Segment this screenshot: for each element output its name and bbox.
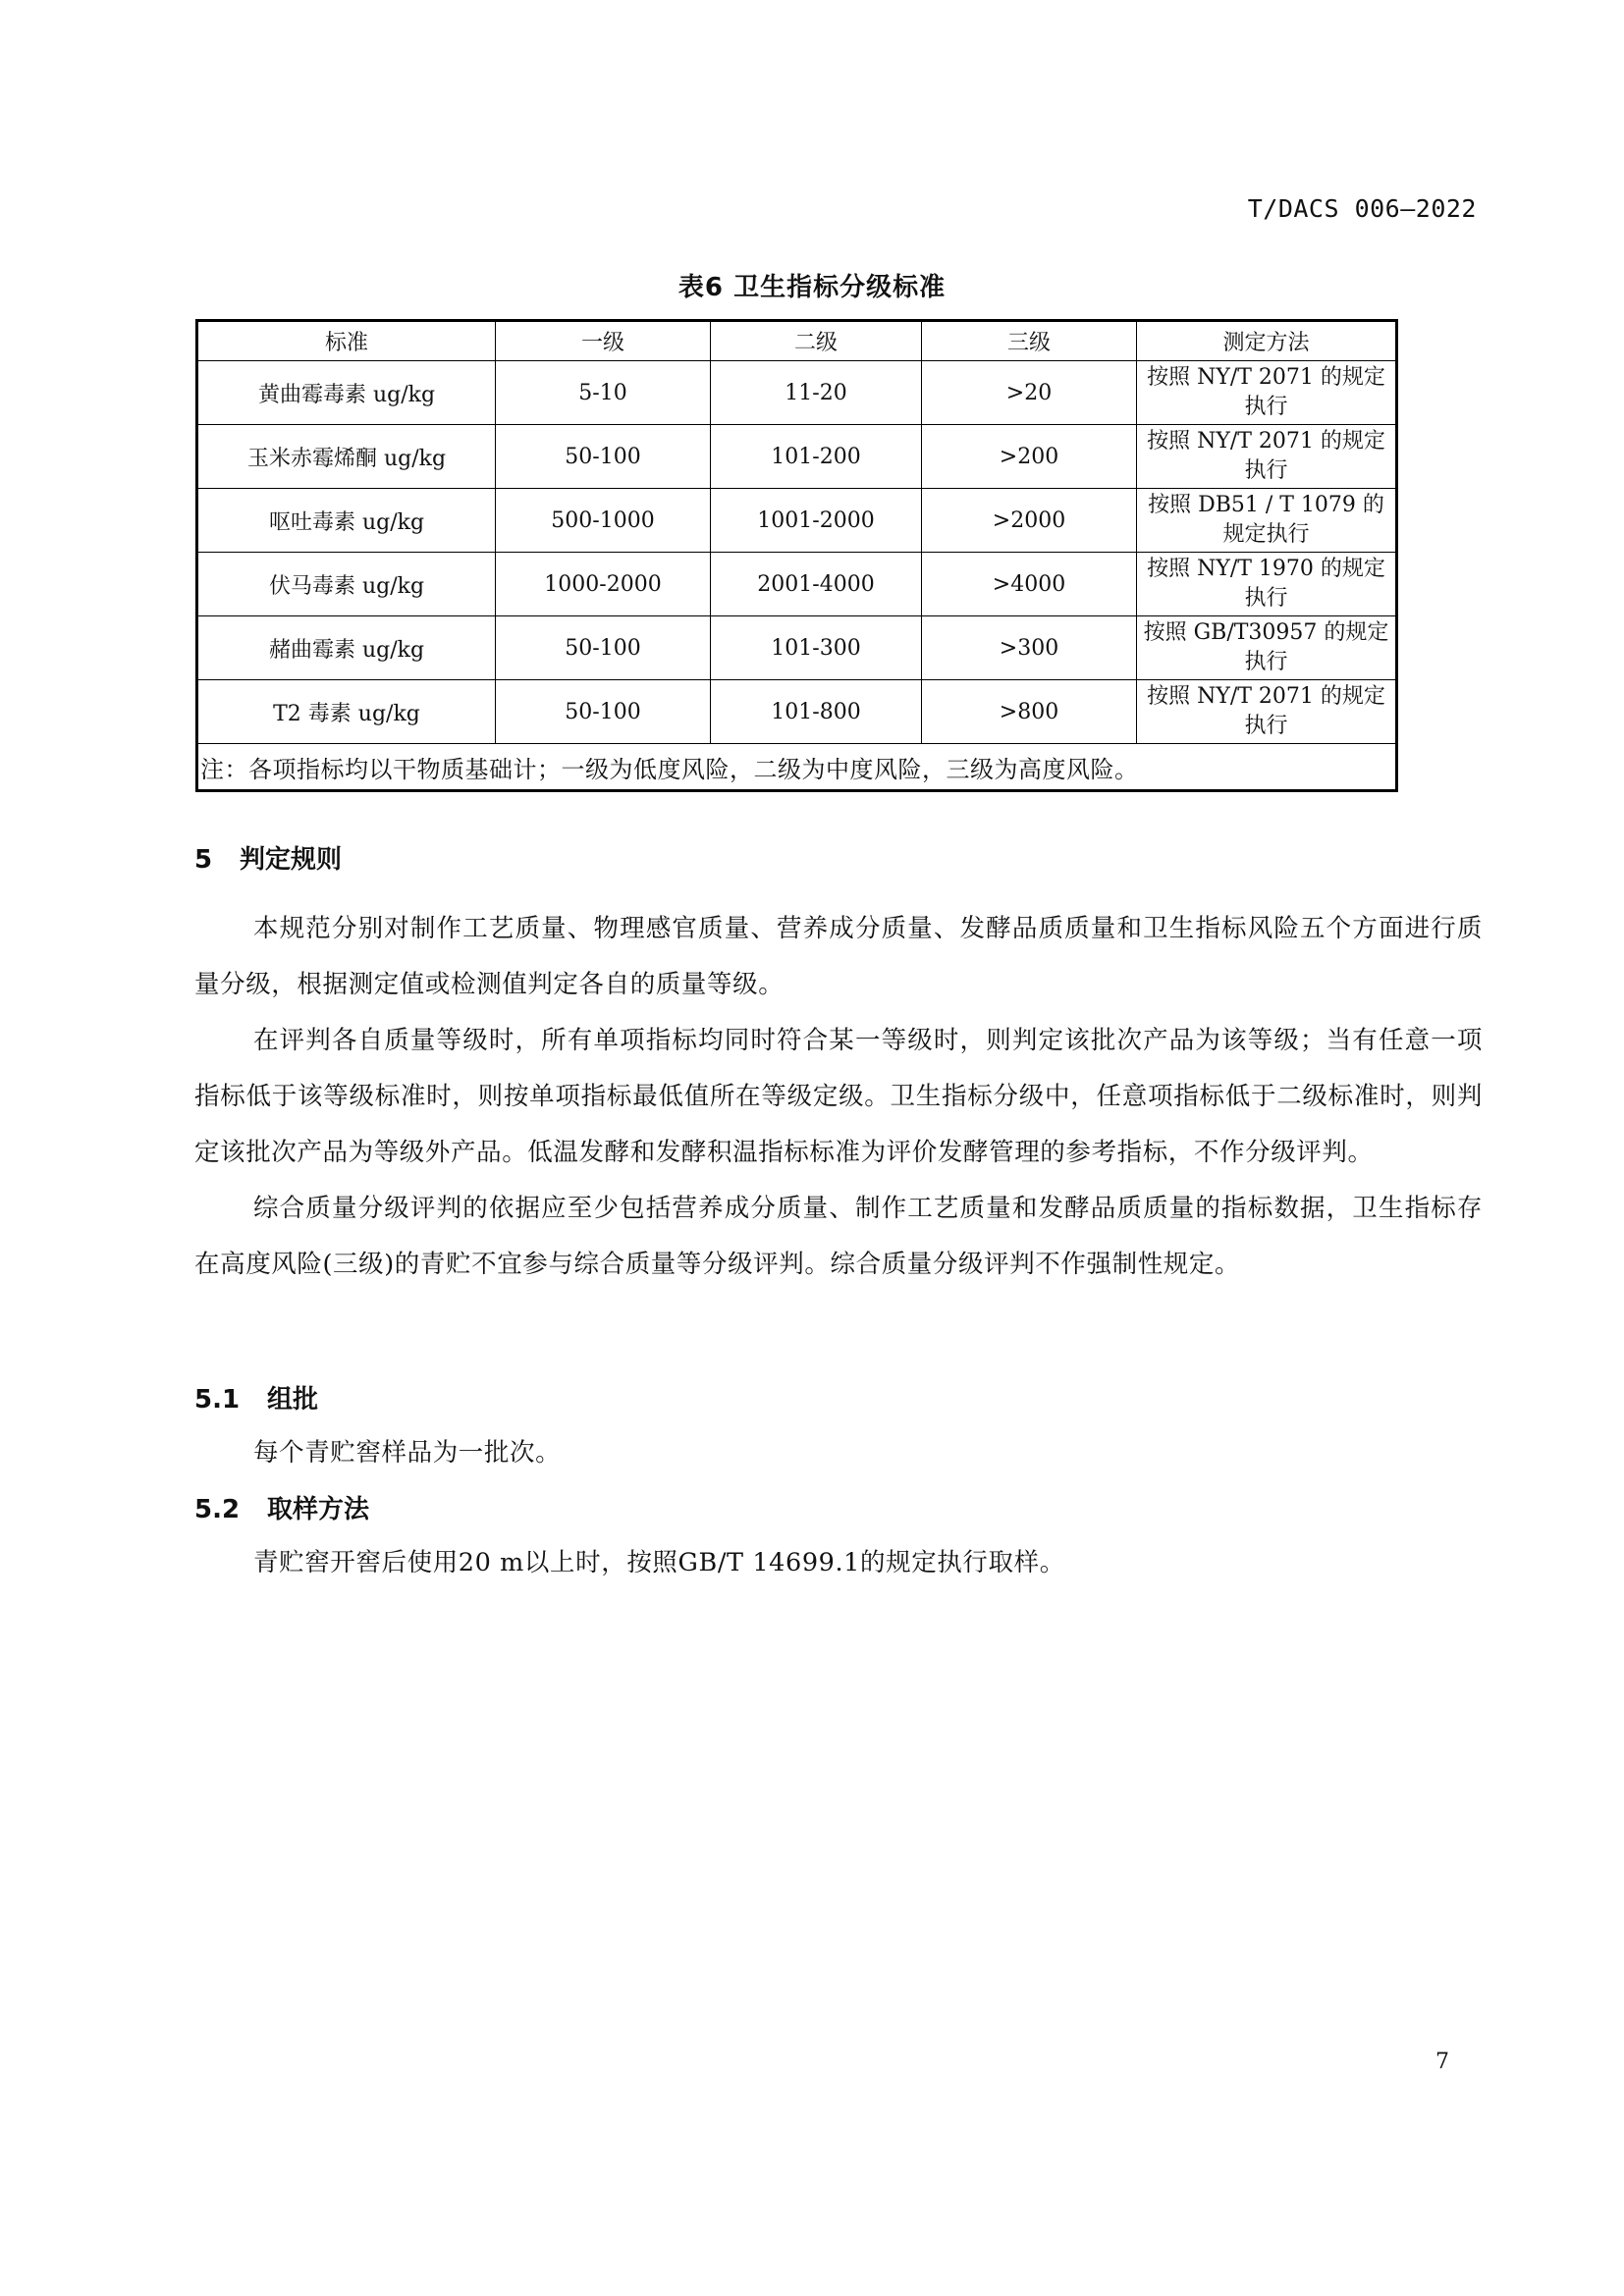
grade-3-value: >800 (922, 680, 1137, 744)
section-number: 5 (194, 845, 213, 875)
section-title: 判定规则 (240, 845, 343, 875)
table-row (197, 489, 1397, 553)
section-5-2-body (194, 1535, 1483, 1591)
indicator-name: 赭曲霉素 ug/kg (197, 616, 496, 680)
grade-2-value: 101-300 (711, 616, 922, 680)
grade-2-value: 1001-2000 (711, 489, 922, 553)
section-5-body (194, 901, 1483, 1293)
column-header: 标准 (197, 321, 496, 361)
grade-1-value: 50-100 (496, 425, 711, 489)
section-5-1-body (194, 1425, 1483, 1481)
page-number: 7 (1435, 2050, 1449, 2074)
column-header: 一级 (496, 321, 711, 361)
section-number: 5.2 (194, 1495, 241, 1524)
table-row (197, 553, 1397, 616)
grade-3-value: >200 (922, 425, 1137, 489)
indicator-name: 玉米赤霉烯酮 ug/kg (197, 425, 496, 489)
test-method: 按照 DB51 / T 1079 的规定执行 (1137, 489, 1397, 553)
column-header: 三级 (922, 321, 1137, 361)
grade-2-value: 2001-4000 (711, 553, 922, 616)
column-header: 二级 (711, 321, 922, 361)
table-row (197, 361, 1397, 425)
grade-1-value: 50-100 (496, 680, 711, 744)
grade-2-value: 101-800 (711, 680, 922, 744)
grade-3-value: >2000 (922, 489, 1137, 553)
paragraph: 本规范分别对制作工艺质量、物理感官质量、营养成分质量、发酵品质质量和卫生指标风险五个方面进行质量分级，根据测定值或检测值判定各自的质量等级。 (194, 914, 1483, 999)
table-note: 注：各项指标均以干物质基础计；一级为低度风险，二级为中度风险，三级为高度风险。 (197, 744, 1397, 791)
section-title: 组批 (267, 1385, 319, 1415)
test-method: 按照 GB/T30957 的规定执行 (1137, 616, 1397, 680)
table-row (197, 616, 1397, 680)
table-note-row (197, 744, 1397, 791)
section-heading-5-1 (194, 1379, 318, 1415)
grade-1-value: 50-100 (496, 616, 711, 680)
grade-1-value: 500-1000 (496, 489, 711, 553)
section-number: 5.1 (194, 1385, 241, 1415)
column-header: 测定方法 (1137, 321, 1397, 361)
test-method: 按照 NY/T 2071 的规定执行 (1137, 680, 1397, 744)
grade-2-value: 11-20 (711, 361, 922, 425)
table-row (197, 425, 1397, 489)
grade-3-value: >4000 (922, 553, 1137, 616)
paragraph: 综合质量分级评判的依据应至少包括营养成分质量、制作工艺质量和发酵品质质量的指标数据，卫生指标存在高度风险(三级)的青贮不宜参与综合质量等分级评判。综合质量分级评判不作强制性规定。 (194, 1194, 1483, 1279)
test-method: 按照 NY/T 2071 的规定执行 (1137, 425, 1397, 489)
grade-3-value: >20 (922, 361, 1137, 425)
indicator-name: T2 毒素 ug/kg (197, 680, 496, 744)
indicator-name: 呕吐毒素 ug/kg (197, 489, 496, 553)
section-heading-5 (194, 839, 342, 876)
section-title: 取样方法 (267, 1495, 370, 1524)
indicator-name: 黄曲霉毒素 ug/kg (197, 361, 496, 425)
section-heading-5-2 (194, 1489, 369, 1525)
paragraph: 在评判各自质量等级时，所有单项指标均同时符合某一等级时，则判定该批次产品为该等级；当有任意一项指标低于该等级标准时，则按单项指标最低值所在等级定级。卫生指标分级中，任意项指标低于二级标准时，则判定该批次产品为等级外产品。低温发酵和发酵积温指标标准为评价发酵管理的参考指标，不作分级评判。 (194, 1026, 1483, 1167)
grade-1-value: 1000-2000 (496, 553, 711, 616)
table-row (197, 680, 1397, 744)
grade-2-value: 101-200 (711, 425, 922, 489)
hygiene-grading-table (195, 319, 1398, 792)
document-id: T/DACS 006—2022 (1247, 194, 1477, 223)
paragraph: 青贮窖开窖后使用20 m以上时，按照GB/T 14699.1的规定执行取样。 (253, 1548, 1065, 1577)
test-method: 按照 NY/T 1970 的规定执行 (1137, 553, 1397, 616)
table-header-row (197, 321, 1397, 361)
indicator-name: 伏马毒素 ug/kg (197, 553, 496, 616)
grade-1-value: 5-10 (496, 361, 711, 425)
test-method: 按照 NY/T 2071 的规定执行 (1137, 361, 1397, 425)
grade-3-value: >300 (922, 616, 1137, 680)
table-title: 表6 卫生指标分级标准 (677, 273, 947, 302)
paragraph: 每个青贮窖样品为一批次。 (253, 1438, 562, 1468)
